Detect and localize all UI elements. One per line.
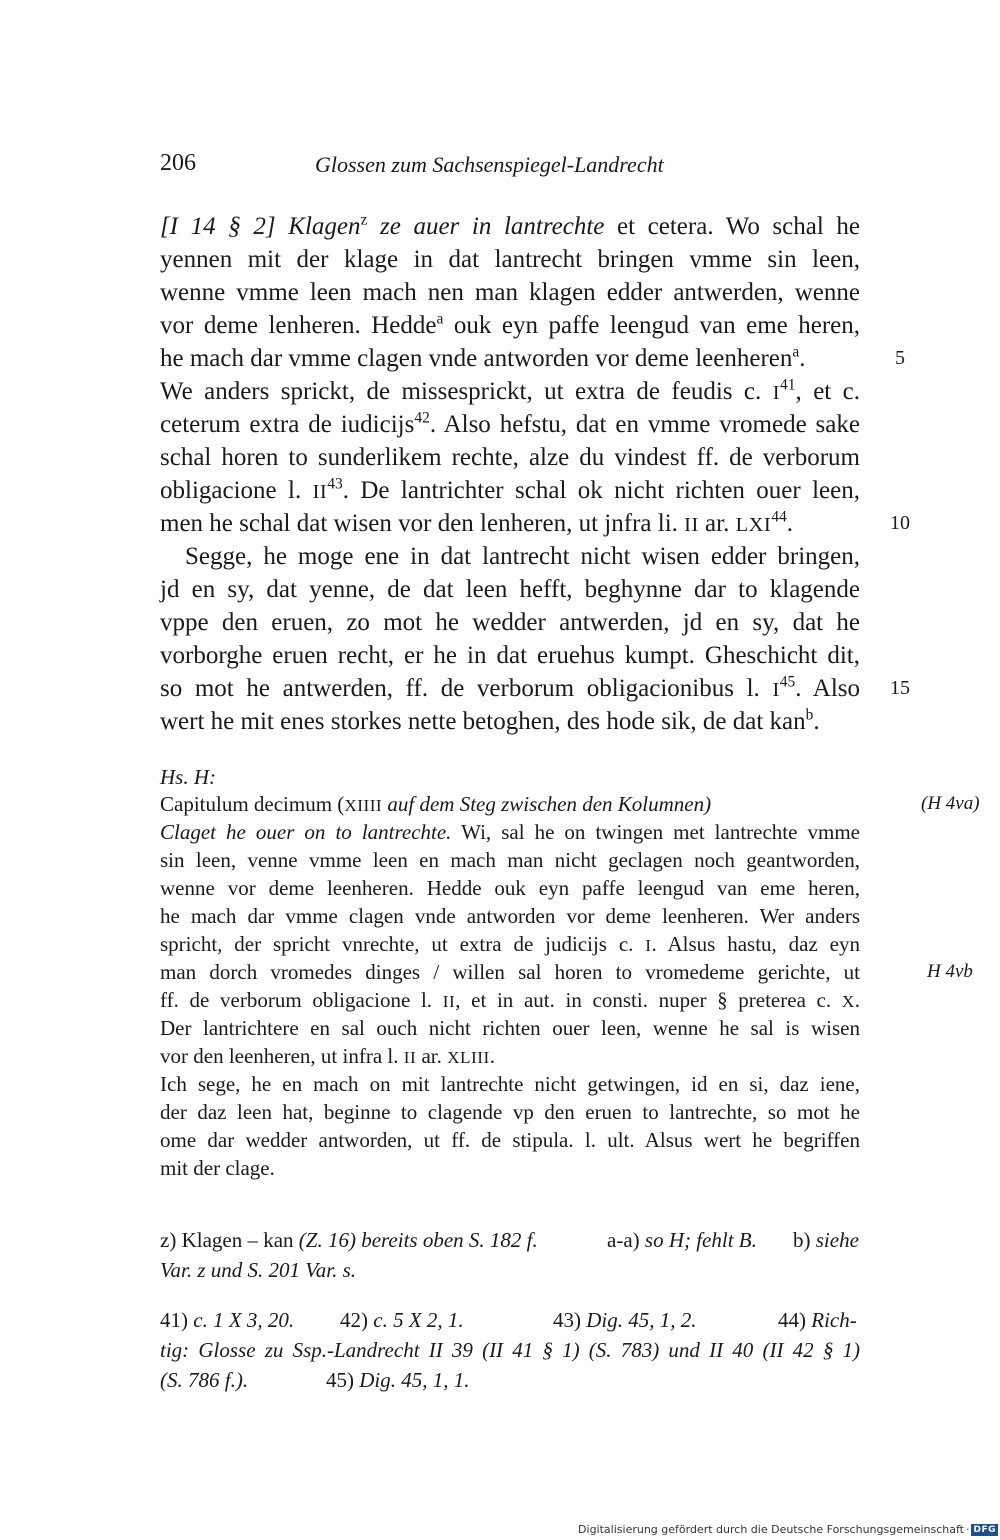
text: . De lantrichter schal ok nicht richten ouer leen, (342, 477, 860, 504)
text: . (813, 708, 820, 735)
line-number: 10 (890, 512, 910, 534)
roman-numeral: LXI (735, 514, 772, 536)
digitization-credit (578, 1523, 998, 1536)
footnote-text: Dig. 45, 1, 2. (586, 1308, 697, 1332)
main-line-6 (160, 375, 860, 408)
folio-marker: H 4vb (927, 961, 973, 982)
text: ouk eyn paffe leengud van eme heren, (453, 312, 860, 339)
section-reference: [I 14 § 2] (160, 213, 276, 240)
footnote-text: Rich- (811, 1308, 857, 1332)
credit-text: Digitalisierung gefördert durch die Deutsche Forschungsgemeinschaft (578, 1523, 964, 1536)
apparatus-note: Var. z und S. 201 Var. s. (160, 1258, 357, 1282)
lemma: Klagen (288, 213, 361, 240)
main-line-1 (160, 210, 860, 243)
text: ar. (421, 1044, 442, 1068)
footnote-marker: 42 (414, 409, 430, 427)
roman-numeral: X (841, 992, 855, 1011)
text: ceterum extra de iudicijs (160, 411, 415, 438)
editorial-note: auf dem Steg zwischen den Kolumnen) (387, 792, 712, 816)
footnote-42 (340, 1305, 464, 1335)
text: Capitulum decimum ( (160, 792, 345, 816)
main-line-10 (160, 507, 860, 540)
separator-dot: · (965, 1523, 970, 1536)
text: . (854, 988, 860, 1012)
manuscript-line-2 (160, 818, 860, 846)
footnote-45 (326, 1365, 470, 1395)
text: et cetera. Wo schal he (617, 213, 861, 240)
footnote-number: 45) (326, 1368, 354, 1392)
text: . (799, 345, 806, 372)
text: We anders sprickt, de missesprickt, ut extra de feudis c. (160, 378, 762, 405)
main-line-16 (160, 705, 860, 738)
text: obligacione l. (160, 477, 302, 504)
text: . Also (795, 675, 860, 702)
manuscript-line-8 (160, 986, 860, 1014)
apparatus-siglum: b) (793, 1228, 811, 1252)
apparatus-marker: z (360, 211, 368, 229)
roman-numeral: II (442, 992, 456, 1011)
footnote-number: 41) (160, 1308, 188, 1332)
footnote-43 (553, 1305, 697, 1335)
manuscript-line-14: mit der clage. (160, 1156, 275, 1180)
main-line-2: yennen mit der klage in dat lantrecht bringen vmme sin leen, (160, 246, 860, 273)
apparatus-entry-a (607, 1225, 757, 1255)
main-line-14: vorborghe eruen recht, er he in dat eruehus kumpt. Gheschicht dit, (160, 642, 860, 669)
roman-numeral: XLIII (447, 1048, 490, 1067)
roman-numeral: I (772, 679, 780, 701)
apparatus-marker: b (805, 706, 814, 724)
text: . Alsus hastu, daz eyn (651, 932, 860, 956)
main-line-13: vppe den eruen, zo mot he wedder antwerden, jd en sy, dat he (160, 609, 860, 636)
main-line-9 (160, 474, 860, 507)
manuscript-line-5: he mach dar vmme clagen vnde antworden vor deme leenheren. Wer anders (160, 904, 860, 928)
footnote-44 (778, 1305, 857, 1335)
apparatus-note: so H; fehlt B. (644, 1228, 757, 1252)
footnote-text: Dig. 45, 1, 1. (359, 1368, 470, 1392)
text: he mach dar vmme clagen vnde antworden vor deme leenheren (160, 345, 793, 372)
manuscript-line-1 (160, 790, 860, 818)
apparatus-line-2 (160, 1255, 860, 1285)
manuscript-line-6 (160, 930, 860, 958)
line-number: 5 (895, 347, 905, 369)
footnote-text: c. 1 X 3, 20. (193, 1308, 295, 1332)
text: . (489, 1044, 495, 1068)
apparatus-note: siehe (815, 1228, 859, 1252)
footnote-text: tig: Glosse zu Ssp.-Landrecht II 39 (II 41 § 1) (S. 783) und II 40 (II 42 § 1) (160, 1338, 860, 1362)
footnote-number: 43) (553, 1308, 581, 1332)
manuscript-line-12: der daz leen hat, beginne to clagende vp den eruen to lantrechte, so mot he (160, 1100, 860, 1124)
apparatus-line-1 (160, 1225, 860, 1255)
lemma: Claget he ouer on to lantrechte. (160, 820, 452, 844)
main-line-12: jd en sy, dat yenne, de dat leen hefft, beghynne dar to klagende (160, 576, 860, 603)
footnote-number: 42) (340, 1308, 368, 1332)
roman-numeral: I (645, 936, 652, 955)
apparatus-siglum: z) Klagen – kan (160, 1228, 294, 1252)
manuscript-label: Hs. H: (160, 765, 216, 789)
roman-numeral: XIIII (344, 796, 383, 815)
manuscript-line-11: Ich sege, he en mach on mit lantrechte nicht getwingen, id en si, daz iene, (160, 1072, 860, 1096)
manuscript-line-10 (160, 1042, 860, 1070)
running-head (160, 150, 860, 184)
manuscript-line-3: sin leen, venne vmme leen en mach man nicht geclagen noch geantworden, (160, 848, 860, 872)
footnote-number: 44) (778, 1308, 806, 1332)
manuscript-line-4: wenne vor deme leenheren. Hedde ouk eyn paffe leengud van eme heren, (160, 876, 860, 900)
main-line-8: schal horen to sunderlikem rechte, alze du vindest ff. de verborum (160, 444, 860, 471)
text: . (786, 510, 793, 537)
text: , et in aut. in consti. nuper § preterea c. (455, 988, 832, 1012)
lemma-rest: ze auer in lantrechte (380, 213, 605, 240)
text: spricht, der spricht vnrechte, ut extra de judicijs c. (160, 932, 634, 956)
folio-marker: (H 4va) (921, 793, 980, 814)
apparatus-note: (Z. 16) bereits oben S. 182 f. (298, 1228, 538, 1252)
roman-numeral: II (312, 481, 328, 503)
text: , et c. (795, 378, 861, 405)
main-line-11: Segge, he moge ene in dat lantrecht nicht wisen edder bringen, (185, 543, 860, 570)
text: Wi, sal he on twingen met lantrechte vmme (461, 820, 860, 844)
apparatus-siglum: a-a) (607, 1228, 640, 1252)
manuscript-line-7: man dorch vromedes dinges / willen sal horen to vromedeme gerichte, ut (160, 960, 860, 984)
manuscript-line-9: Der lantrichtere en sal ouch nicht richten ouer leen, wenne he sal is wisen (160, 1016, 860, 1040)
roman-numeral: II (684, 514, 699, 536)
footnote-marker: 43 (327, 475, 343, 493)
text: so mot he antwerden, ff. de verborum obligacionibus l. (160, 675, 760, 702)
footnote-text: (S. 786 f.). (160, 1368, 249, 1392)
apparatus-marker: a (792, 343, 800, 361)
text: wert he mit enes storkes nette betoghen, des hode sik, de dat kan (160, 708, 806, 735)
dfg-logo: DFG (973, 1524, 996, 1535)
text: ar. (705, 510, 730, 537)
main-line-7 (160, 408, 860, 441)
footnote-text: c. 5 X 2, 1. (373, 1308, 464, 1332)
footnote-line-3 (160, 1365, 860, 1395)
line-number: 15 (890, 677, 910, 699)
footnote-marker: 41 (780, 376, 796, 394)
footnote-line-2 (160, 1335, 860, 1365)
footnote-marker: 44 (771, 508, 787, 526)
apparatus-entry-b (793, 1225, 859, 1255)
text: vor den leenheren, ut infra l. (160, 1044, 399, 1068)
text: vor deme lenheren. Hedde (160, 312, 437, 339)
text: men he schal dat wisen vor den lenheren, ut jnfra li. (160, 510, 678, 537)
main-line-3: wenne vmme leen mach nen man klagen edder antwerden, wenne (160, 279, 860, 306)
text: . Also hefstu, dat en vmme vromede sake (429, 411, 860, 438)
roman-numeral: I (772, 382, 781, 404)
apparatus-entry-z (160, 1225, 538, 1255)
footnote-line-1 (160, 1305, 860, 1335)
main-line-4 (160, 309, 860, 342)
footnote-44-end (160, 1365, 248, 1395)
footnote-41 (160, 1305, 294, 1335)
roman-numeral: II (403, 1048, 417, 1067)
footnote-marker: 45 (779, 673, 796, 691)
page-number: 206 (160, 150, 196, 176)
manuscript-line-13: ome dar wedder antworden, ut ff. de stipula. l. ult. Alsus wert he begriffen (160, 1128, 860, 1152)
apparatus-marker: a (436, 310, 444, 328)
main-line-15 (160, 672, 860, 705)
text: ff. de verborum obligacione l. (160, 988, 433, 1012)
running-title: Glossen zum Sachsenspiegel-Landrecht (315, 152, 664, 177)
main-line-5 (160, 342, 860, 375)
